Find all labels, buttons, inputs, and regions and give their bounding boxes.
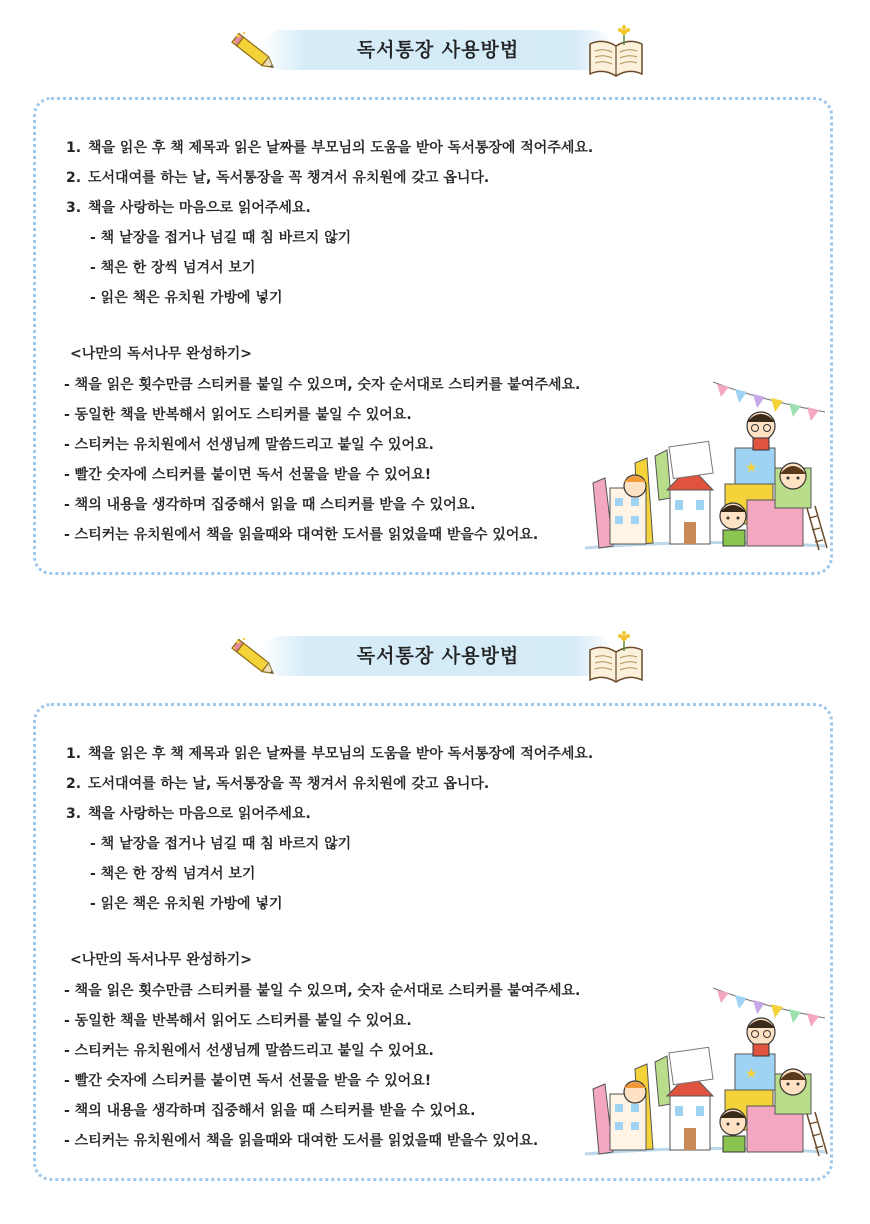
- page-title: 독서통장 사용방법: [356, 645, 520, 667]
- list-item: 2. 도서대여를 하는 날, 독서통장을 꼭 챙겨서 유치원에 갖고 옵니다.: [66, 170, 490, 186]
- sub-list: [66, 223, 666, 313]
- page-title: 독서통장 사용방법: [356, 39, 520, 61]
- list-item: - 책의 내용을 생각하며 집중해서 읽을 때 스티커를 받을 수 있어요.: [64, 497, 476, 513]
- list-item: - 책을 읽은 횟수만큼 스티커를 붙일 수 있으며, 숫자 순서대로 스티커를 붙여주세요.: [64, 377, 581, 393]
- kids-reading-books-illustration: [575, 378, 830, 558]
- svg-text:★: ★: [745, 1066, 758, 1082]
- list-item: - 책의 내용을 생각하며 집중해서 읽을 때 스티커를 받을 수 있어요.: [64, 1103, 476, 1119]
- usage-list: [66, 133, 666, 313]
- list-item: 3. 책을 사랑하는 마음으로 읽어주세요.: [66, 806, 311, 822]
- svg-text:★: ★: [745, 460, 758, 476]
- usage-list: [66, 739, 666, 919]
- open-book-icon: [586, 630, 646, 686]
- tree-heading: <나만의 독서나무 완성하기>: [70, 952, 252, 968]
- usage-guide-section-1: [0, 0, 870, 600]
- list-item: - 책 낱장을 접거나 넘길 때 침 바르지 않기: [90, 230, 352, 246]
- tree-list: [64, 976, 580, 1156]
- open-book-icon: [586, 24, 646, 80]
- list-item: - 동일한 책을 반복해서 읽어도 스티커를 붙일 수 있어요.: [64, 407, 412, 423]
- tree-list: [64, 370, 580, 550]
- sub-list: [66, 829, 666, 919]
- list-item: - 동일한 책을 반복해서 읽어도 스티커를 붙일 수 있어요.: [64, 1013, 412, 1029]
- list-item: - 스티커는 유치원에서 선생님께 말씀드리고 붙일 수 있어요.: [64, 437, 434, 453]
- list-item: - 스티커는 유치원에서 책을 읽을때와 대여한 도서를 읽었을때 받을수 있어요.: [64, 527, 539, 543]
- tree-heading: <나만의 독서나무 완성하기>: [70, 346, 252, 362]
- list-item: 1. 책을 읽은 후 책 제목과 읽은 날짜를 부모님의 도움을 받아 독서통장에 적어주세요.: [66, 140, 594, 156]
- list-item: - 책 낱장을 접거나 넘길 때 침 바르지 않기: [90, 836, 352, 852]
- usage-guide-section-2: [0, 606, 870, 1206]
- list-item: - 빨간 숫자에 스티커를 붙이면 독서 선물을 받을 수 있어요!: [64, 467, 432, 483]
- list-item: - 책은 한 장씩 넘겨서 보기: [90, 866, 256, 882]
- kids-reading-books-illustration: [575, 984, 830, 1164]
- list-item: - 책을 읽은 횟수만큼 스티커를 붙일 수 있으며, 숫자 순서대로 스티커를 붙여주세요.: [64, 983, 581, 999]
- list-item: 2. 도서대여를 하는 날, 독서통장을 꼭 챙겨서 유치원에 갖고 옵니다.: [66, 776, 490, 792]
- list-item: - 스티커는 유치원에서 선생님께 말씀드리고 붙일 수 있어요.: [64, 1043, 434, 1059]
- title-banner: [262, 636, 614, 676]
- list-item: - 스티커는 유치원에서 책을 읽을때와 대여한 도서를 읽었을때 받을수 있어요.: [64, 1133, 539, 1149]
- list-item: - 빨간 숫자에 스티커를 붙이면 독서 선물을 받을 수 있어요!: [64, 1073, 432, 1089]
- list-item: 3. 책을 사랑하는 마음으로 읽어주세요.: [66, 200, 311, 216]
- list-item: 1. 책을 읽은 후 책 제목과 읽은 날짜를 부모님의 도움을 받아 독서통장에 적어주세요.: [66, 746, 594, 762]
- list-item: - 읽은 책은 유치원 가방에 넣기: [90, 896, 283, 912]
- title-banner: [262, 30, 614, 70]
- list-item: - 책은 한 장씩 넘겨서 보기: [90, 260, 256, 276]
- list-item: - 읽은 책은 유치원 가방에 넣기: [90, 290, 283, 306]
